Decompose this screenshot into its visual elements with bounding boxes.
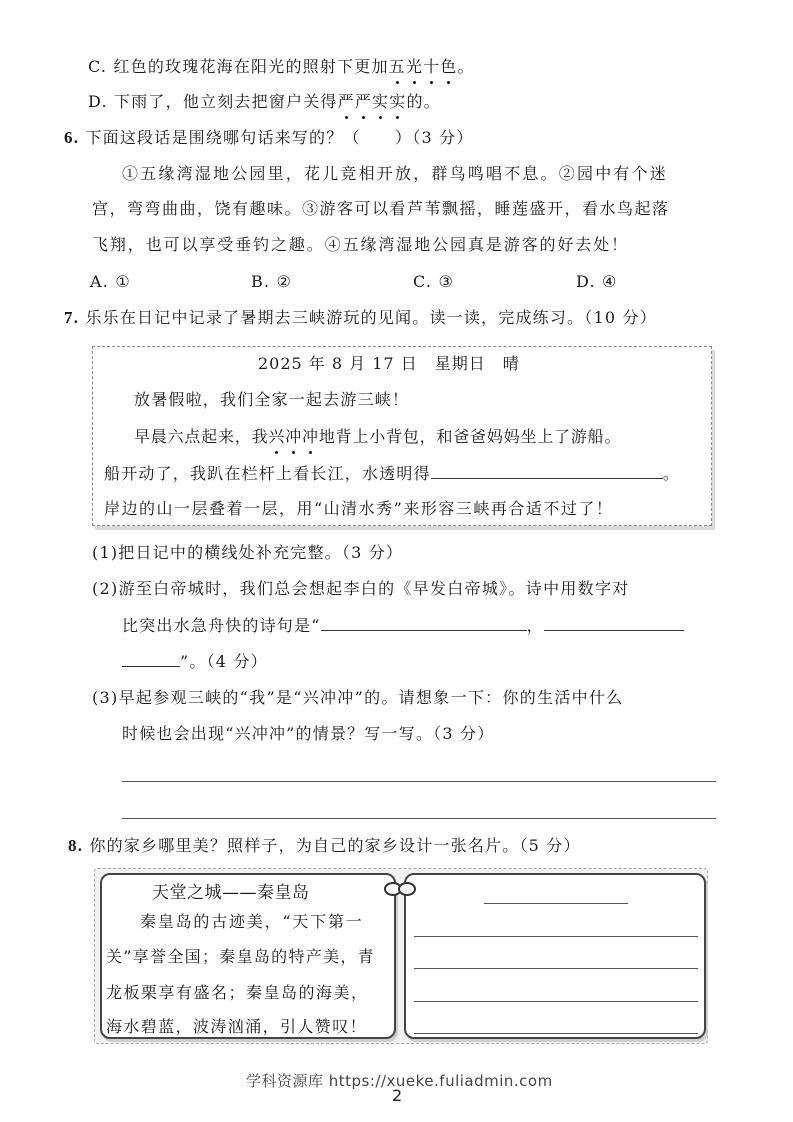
q7-sub-2-line-3-text: ”。（4 分） xyxy=(180,652,268,671)
poem-blank-2[interactable] xyxy=(544,614,684,631)
q7-sub-1: (1)把日记中的横线处补充完整。（3 分） xyxy=(92,543,404,562)
q7-sub-2-line-3 xyxy=(122,650,268,673)
sample-card-line-4: 海水碧蓝，波涛汹涌，引人赞叹！ xyxy=(106,1017,368,1036)
card-ring-right xyxy=(398,882,416,896)
q6-option-b[interactable]: B. ② xyxy=(251,272,293,291)
answer-line-2[interactable] xyxy=(122,818,716,819)
diary-line-4: 岸边的山一层叠着一层，用“山清水秀”来形容三峡再合适不过了！ xyxy=(104,499,614,518)
diary-line-3-end: 。 xyxy=(662,464,681,483)
q6-paragraph-line-3: 飞翔，也可以享受垂钓之趣。④五缘湾湿地公园真是游客的好去处！ xyxy=(92,235,630,254)
q6-number: 6. xyxy=(64,128,80,147)
sample-card-line-2: 关”享誉全国；秦皇岛的特产美，青 xyxy=(106,947,375,966)
q6-option-d[interactable]: D. ④ xyxy=(576,272,618,291)
q6-question-text: 下面这段话是围绕哪句话来写的？（ ）（3 分） xyxy=(85,128,474,147)
sample-card-line-1: 秦皇岛的古迹美，“天下第一 xyxy=(140,912,364,931)
sample-card-title: 天堂之城——秦皇岛 xyxy=(152,883,310,903)
q5-option-d xyxy=(88,91,441,113)
diary-line-3-text: 船开动了，我趴在栏杆上看长江，水透明得 xyxy=(104,464,431,483)
q7-sub-2-comma: ， xyxy=(526,616,544,635)
card-title-blank[interactable] xyxy=(484,903,628,904)
q7-sub-2-line-2-text: 比突出水急舟快的诗句是“ xyxy=(122,616,321,635)
q7-question-text: 乐乐在日记中记录了暑期去三峡游玩的见闻。读一读，完成练习。（10 分） xyxy=(85,308,657,327)
q7-sub-2-line-2 xyxy=(122,614,684,637)
card-blank-line-1[interactable] xyxy=(414,936,698,937)
q8-question-text: 你的家乡哪里美？照样子，为自己的家乡设计一张名片。（5 分） xyxy=(89,836,581,855)
q8-question xyxy=(68,835,581,857)
q6-question xyxy=(64,127,474,149)
q6-paragraph-line-2: 宫，弯弯曲曲，饶有趣味。③游客可以看芦苇飘摇，睡莲盛开，看水鸟起落 xyxy=(92,199,670,218)
q7-sub-3-line-2: 时候也会出现“兴冲冲”的情景？写一写。（3 分） xyxy=(122,724,495,743)
q6-option-a[interactable]: A. ① xyxy=(90,272,131,291)
q7-question xyxy=(64,307,657,329)
q5-option-c-text: C. 红色的玫瑰花海在阳光的照射下更加五光十色。 xyxy=(88,57,475,76)
sample-card-line-3: 龙板栗享有盛名；秦皇岛的海美， xyxy=(106,983,369,1002)
diary-fill-blank[interactable] xyxy=(431,462,663,479)
diary-header: 2025 年 8 月 17 日 星期日 晴 xyxy=(258,354,520,373)
page-number: 2 xyxy=(392,1086,403,1105)
answer-line-1[interactable] xyxy=(122,781,716,782)
q5-option-c xyxy=(88,56,475,78)
q6-option-c[interactable]: C. ③ xyxy=(413,272,454,291)
card-blank-line-4[interactable] xyxy=(414,1033,698,1034)
footer-watermark: 学科资源库 https://xueke.fuliadmin.com xyxy=(246,1072,553,1090)
q7-sub-3-line-1: (3)早起参观三峡的“我”是“兴冲冲”的。请想象一下：你的生活中什么 xyxy=(92,688,624,707)
blank-name-card xyxy=(404,873,706,1039)
poem-blank-1[interactable] xyxy=(321,614,527,631)
q5-option-d-text: D. 下雨了，他立刻去把窗户关得严严实实的。 xyxy=(88,92,441,111)
card-blank-line-2[interactable] xyxy=(414,968,698,969)
card-blank-line-3[interactable] xyxy=(414,1001,698,1002)
q7-number: 7. xyxy=(64,308,80,327)
diary-line-1: 放暑假啦，我们全家一起去游三峡！ xyxy=(134,390,410,409)
q8-number: 8. xyxy=(68,836,84,855)
q6-paragraph-line-1: ①五缘湾湿地公园里，花儿竞相开放，群鸟鸣唱不息。②园中有个迷 xyxy=(122,164,669,183)
q7-sub-2-line-1: (2)游至白帝城时，我们总会想起李白的《早发白帝城》。诗中用数字对 xyxy=(92,579,630,598)
poem-blank-3[interactable] xyxy=(122,650,180,667)
diary-line-3 xyxy=(104,462,680,485)
diary-line-2: 早晨六点起来，我兴冲冲地背上小背包，和爸爸妈妈坐上了游船。 xyxy=(134,427,622,446)
